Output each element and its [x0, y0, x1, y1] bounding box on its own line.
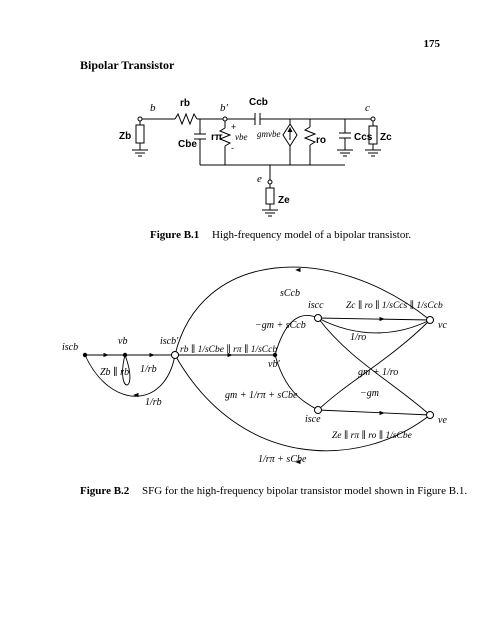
- label-b: b: [150, 102, 156, 114]
- sfg-branch-neg-gm: −gm: [360, 388, 379, 399]
- sfg-node-iscb-prime: [172, 352, 179, 359]
- label-rb: rb: [180, 98, 190, 109]
- label-c: c: [365, 102, 370, 114]
- section-title: Bipolar Transistor: [80, 58, 175, 72]
- label-minus: -: [231, 143, 234, 153]
- sfg-label-iscb: iscb: [62, 342, 79, 353]
- sfg-branch-inv-rb-1: 1/rb: [140, 364, 157, 375]
- label-gmvbe: gmvbe: [257, 129, 281, 139]
- sfg-node-iscb: [83, 353, 87, 357]
- figure-b2-text: SFG for the high-frequency bipolar transistor model shown in Figure B.1.: [142, 485, 468, 497]
- label-vbe: vbe: [235, 132, 248, 142]
- sfg-node-vb: [123, 353, 127, 357]
- label-ze: Ze: [278, 195, 290, 206]
- sfg-branch-inv-ro: 1/ro: [350, 332, 367, 343]
- sfg-branch-inv-rpi-scbe: 1/rπ + sCbe: [258, 454, 307, 465]
- sfg-branch-rb-cbe-rpi-ccb: rb ∥ 1/sCbe ∥ rπ ∥ 1/sCcb: [180, 345, 278, 355]
- figure-b2-label: Figure B.2: [80, 485, 130, 497]
- sfg-branch-ze-rpi-ro-cbe: Ze ∥ rπ ∥ ro ∥ 1/sCbe: [332, 431, 412, 441]
- sfg-branch-zc-ro-ccs-ccb: Zc ∥ ro ∥ 1/sCcs ∥ 1/sCcb: [346, 301, 443, 311]
- sfg-branch-sccb-top: sCcb: [280, 288, 300, 299]
- sfg-branch-gm-inv-ro: gm + 1/ro: [358, 367, 399, 378]
- sfg-label-vc: vc: [438, 320, 447, 331]
- label-ro: ro: [316, 135, 326, 146]
- label-rpi: rπ: [211, 132, 223, 143]
- sfg-node-isce: [315, 407, 322, 414]
- label-cbe: Cbe: [178, 139, 197, 150]
- sfg-label-ve: ve: [438, 415, 447, 426]
- sfg-label-iscc: iscc: [308, 300, 324, 311]
- label-e: e: [257, 173, 262, 185]
- sfg-branch-gm-sccb: −gm + sCcb: [255, 320, 306, 331]
- sfg-branch-gm-rpi-scbe: gm + 1/rπ + sCbe: [225, 390, 298, 401]
- label-ccs: Ccs: [354, 132, 373, 143]
- sfg-label-vb: vb: [118, 336, 128, 347]
- figure-b1-text: High-frequency model of a bipolar transistor.: [212, 229, 412, 241]
- label-ccb: Ccb: [249, 97, 268, 108]
- figure-b1-label: Figure B.1: [150, 229, 200, 241]
- label-zc: Zc: [380, 132, 392, 143]
- sfg-node-ve: [427, 412, 434, 419]
- sfg-label-vb-prime: vb′: [268, 359, 280, 370]
- sfg-branch-inv-rb-2: 1/rb: [145, 397, 162, 408]
- sfg-node-vc: [427, 317, 434, 324]
- sfg-label-iscb-prime: iscb′: [160, 336, 179, 347]
- figure-b2-caption: [80, 485, 467, 497]
- label-b-prime: b′: [220, 102, 228, 114]
- label-zb: Zb: [119, 131, 132, 142]
- label-plus: +: [231, 122, 237, 132]
- page-number: 175: [423, 38, 440, 50]
- sfg-node-iscc: [315, 315, 322, 322]
- sfg-label-isce: isce: [305, 414, 321, 425]
- sfg-branch-zb-rb: Zb ∥ rb: [100, 367, 130, 378]
